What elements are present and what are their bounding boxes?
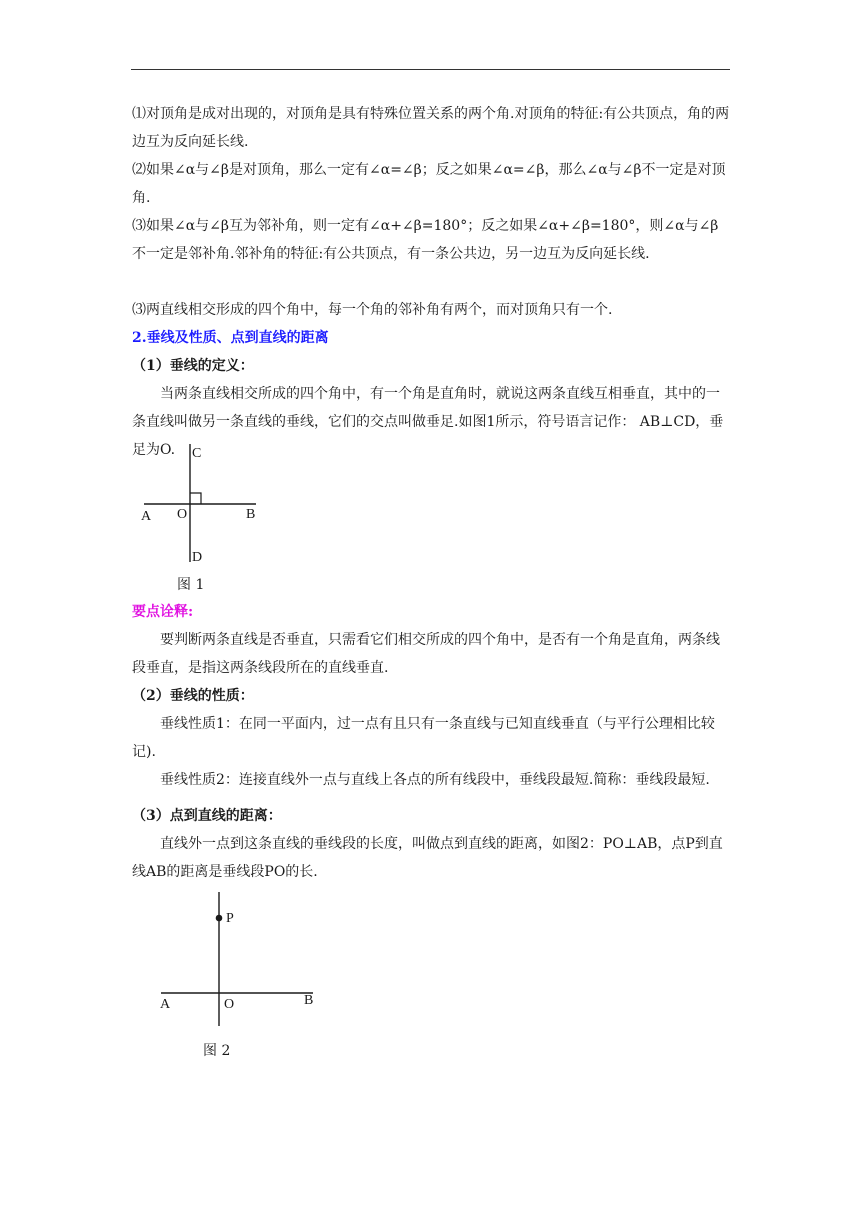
header-rule — [131, 69, 730, 70]
note-3: ⑶如果∠α与∠β互为邻补角，则一定有∠α+∠β=180°；反之如果∠α+∠β=180°，则∠α与∠β不一定是邻补角.邻补角的特征:有公共顶点，有一条公共边，另一边互为反向延长线. — [132, 218, 719, 262]
property-2-text: 垂线性质2：连接直线外一点与直线上各点的所有线段中，垂线段最短.简称：垂线段最短. — [160, 772, 710, 788]
fig1-label-b: B — [246, 507, 256, 522]
subheading-perpendicular-definition: （1）垂线的定义： — [132, 358, 254, 374]
fig1-label-c: C — [192, 446, 202, 461]
note-1: ⑴对顶角是成对出现的，对顶角是具有特殊位置关系的两个角.对顶角的特征:有公共顶点，角的两边互为反向延长线. — [132, 106, 730, 150]
note-4: ⑶两直线相交形成的四个角中，每一个角的邻补角有两个，而对顶角只有一个. — [132, 302, 613, 318]
note-2: ⑵如果∠α与∠β是对顶角，那么一定有∠α=∠β；反之如果∠α=∠β，那么∠α与∠β不一定是对顶角. — [132, 162, 726, 206]
key-points-text: 要判断两条直线是否垂直，只需看它们相交所成的四个角中，是否有一个角是直角，两条线段垂直，是指这两条线段所在的直线垂直. — [132, 632, 720, 676]
subheading-point-line-distance: （3）点到直线的距离： — [132, 808, 282, 824]
point-p-dot — [216, 915, 223, 922]
perpendicular-definition-text: 当两条直线相交所成的四个角中，有一个角是直角时，就说这两条直线互相垂直，其中的一条直线叫做另一条直线的垂线，它们的交点叫做垂足.如图1所示，符号语言记作： AB⊥CD，垂足为O. — [132, 386, 724, 458]
figure-2-caption: 图 2 — [203, 1043, 231, 1059]
fig2-label-a: A — [160, 997, 171, 1012]
section-2-title: 2.垂线及性质、点到直线的距离 — [132, 330, 329, 346]
fig2-label-b: B — [304, 993, 314, 1008]
figure-2-diagram — [155, 888, 325, 1030]
fig1-label-d: D — [192, 550, 203, 565]
distance-definition-text: 直线外一点到这条直线的垂线段的长度，叫做点到直线的距离，如图2：PO⊥AB，点P到直线AB的距离是垂线段PO的长. — [132, 836, 723, 880]
fig2-label-p: P — [226, 911, 234, 926]
key-points-title: 要点诠释: — [132, 604, 194, 620]
property-1-text: 垂线性质1：在同一平面内，过一点有且只有一条直线与已知直线垂直（与平行公理相比较记). — [132, 716, 715, 760]
figure-1-caption: 图 1 — [177, 577, 205, 593]
fig2-label-o: O — [224, 997, 235, 1012]
fig1-label-o: O — [177, 507, 188, 522]
fig1-label-a: A — [141, 509, 152, 524]
figure-1-diagram — [138, 440, 268, 566]
subheading-perpendicular-properties: （2）垂线的性质： — [132, 688, 254, 704]
